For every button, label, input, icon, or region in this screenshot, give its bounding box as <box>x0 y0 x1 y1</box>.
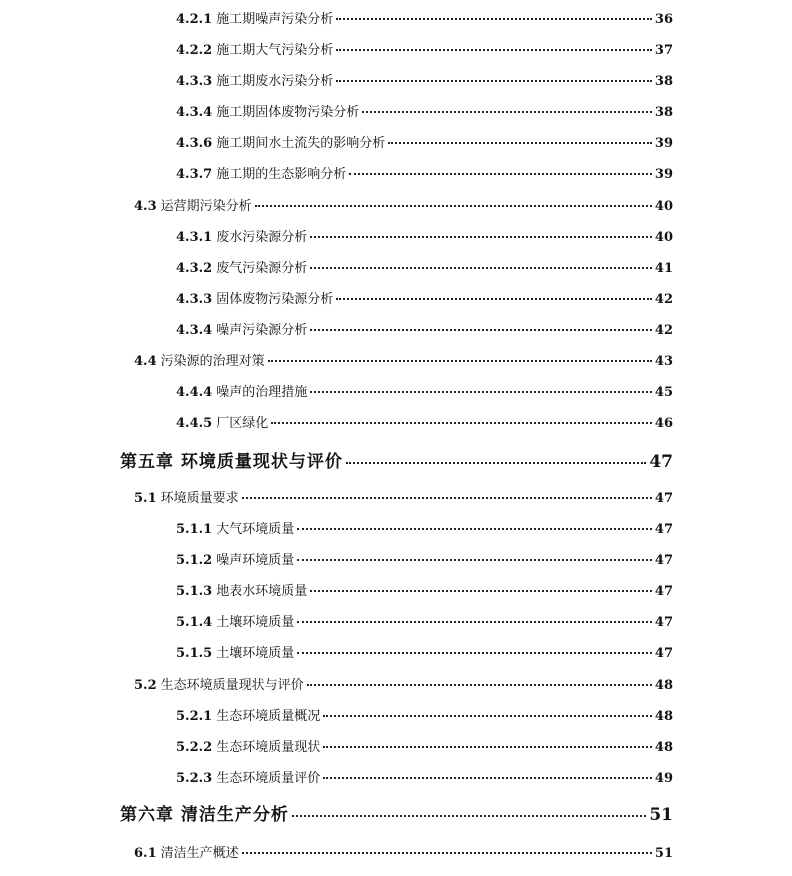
dot-leader <box>310 391 652 393</box>
entry-number: 4.4.5 <box>176 416 213 431</box>
toc-chapter-entry[interactable] <box>120 447 673 471</box>
entry-title: 第六章 清洁生产分析 <box>120 805 289 825</box>
entry-title: 施工期的生态影响分析 <box>216 167 347 182</box>
page-number: 37 <box>654 43 673 58</box>
entry-number: 6.1 <box>134 846 157 861</box>
entry-number: 4.3.4 <box>176 105 213 120</box>
dot-leader <box>292 815 646 817</box>
toc-entry[interactable] <box>176 412 673 432</box>
page-number: 39 <box>654 167 673 182</box>
page-number: 47 <box>654 615 673 630</box>
entry-number: 5.2.2 <box>176 740 213 755</box>
entry-number: 4.3.4 <box>176 323 213 338</box>
page-number: 47 <box>654 646 673 661</box>
entry-number: 4.2.1 <box>176 12 213 27</box>
entry-number: 4.3 <box>134 199 157 214</box>
entry-number: 5.2 <box>134 678 157 693</box>
entry-title: 噪声污染源分析 <box>216 323 308 338</box>
dot-leader <box>388 142 652 144</box>
toc-entry[interactable] <box>176 8 673 28</box>
entry-title: 生态环境质量现状 <box>216 740 321 755</box>
dot-leader <box>323 715 652 717</box>
entry-title: 施工期噪声污染分析 <box>216 12 334 27</box>
page-number: 46 <box>654 416 673 431</box>
toc-chapter-entry[interactable] <box>120 800 673 824</box>
dot-leader <box>336 80 652 82</box>
entry-number: 5.1.3 <box>176 584 213 599</box>
page-number: 43 <box>654 354 673 369</box>
page-number: 40 <box>654 199 673 214</box>
page-number: 48 <box>654 709 673 724</box>
dot-leader <box>297 621 652 623</box>
page-number: 40 <box>654 230 673 245</box>
entry-number: 4.3.3 <box>176 74 213 89</box>
toc-entry[interactable] <box>176 736 673 756</box>
entry-number: 5.2.3 <box>176 771 213 786</box>
entry-title: 地表水环境质量 <box>216 584 308 599</box>
entry-title: 运营期污染分析 <box>160 199 252 214</box>
page-number: 42 <box>654 323 673 338</box>
page-number: 36 <box>654 12 673 27</box>
entry-title: 施工期固体废物污染分析 <box>216 105 360 120</box>
dot-leader <box>346 462 646 464</box>
page-number: 47 <box>654 522 673 537</box>
page-number: 48 <box>654 678 673 693</box>
toc-entry[interactable] <box>134 674 673 694</box>
toc-entry[interactable] <box>176 226 673 246</box>
entry-title: 施工期大气污染分析 <box>216 43 334 58</box>
dot-leader <box>271 422 652 424</box>
page-number: 48 <box>654 740 673 755</box>
entry-title: 土壤环境质量 <box>216 646 295 661</box>
page-number: 47 <box>654 584 673 599</box>
entry-title: 噪声的治理措施 <box>216 385 308 400</box>
dot-leader <box>310 267 652 269</box>
page-number: 47 <box>649 452 673 472</box>
dot-leader <box>349 173 652 175</box>
toc-entry[interactable] <box>176 381 673 401</box>
entry-number: 5.1.1 <box>176 522 213 537</box>
toc-entry[interactable] <box>134 195 673 215</box>
entry-title: 固体废物污染源分析 <box>216 292 334 307</box>
toc-entry[interactable] <box>176 549 673 569</box>
dot-leader <box>323 746 652 748</box>
entry-number: 5.1 <box>134 491 157 506</box>
entry-title: 废水污染源分析 <box>216 230 308 245</box>
toc-entry[interactable] <box>176 163 673 183</box>
entry-number: 4.3.2 <box>176 261 213 276</box>
entry-number: 4.3.6 <box>176 136 213 151</box>
dot-leader <box>336 49 652 51</box>
dot-leader <box>297 559 652 561</box>
entry-number: 4.3.1 <box>176 230 213 245</box>
toc-entry[interactable] <box>176 611 673 631</box>
dot-leader <box>362 111 652 113</box>
entry-title: 大气环境质量 <box>216 522 295 537</box>
entry-title: 生态环境质量评价 <box>216 771 321 786</box>
entry-title: 第五章 环境质量现状与评价 <box>120 452 343 472</box>
page-number: 51 <box>654 846 673 861</box>
toc-entry[interactable] <box>134 487 673 507</box>
entry-title: 施工期废水污染分析 <box>216 74 334 89</box>
toc-entry[interactable] <box>176 288 673 308</box>
dot-leader <box>310 236 652 238</box>
entry-number: 5.2.1 <box>176 709 213 724</box>
toc-entry[interactable] <box>176 518 673 538</box>
page-number: 47 <box>654 491 673 506</box>
entry-number: 4.4 <box>134 354 157 369</box>
toc-entry[interactable] <box>176 642 673 662</box>
toc-entry[interactable] <box>176 70 673 90</box>
page-number: 42 <box>654 292 673 307</box>
page-number: 38 <box>654 74 673 89</box>
entry-number: 5.1.4 <box>176 615 213 630</box>
entry-title: 污染源的治理对策 <box>160 354 265 369</box>
entry-title: 环境质量要求 <box>160 491 239 506</box>
entry-number: 4.3.7 <box>176 167 213 182</box>
entry-title: 土壤环境质量 <box>216 615 295 630</box>
entry-number: 4.3.3 <box>176 292 213 307</box>
entry-number: 4.2.2 <box>176 43 213 58</box>
page-number: 39 <box>654 136 673 151</box>
page-number: 41 <box>654 261 673 276</box>
dot-leader <box>323 777 652 779</box>
dot-leader <box>255 205 652 207</box>
dot-leader <box>336 18 652 20</box>
entry-number: 5.1.5 <box>176 646 213 661</box>
dot-leader <box>307 684 652 686</box>
toc-entry[interactable] <box>176 767 673 787</box>
dot-leader <box>268 360 652 362</box>
toc-entry[interactable] <box>176 39 673 59</box>
toc-entry[interactable] <box>176 319 673 339</box>
entry-title: 废气污染源分析 <box>216 261 308 276</box>
dot-leader <box>310 329 652 331</box>
dot-leader <box>297 652 652 654</box>
dot-leader <box>297 528 652 530</box>
toc-entry[interactable] <box>134 350 673 370</box>
dot-leader <box>310 590 652 592</box>
toc-entry[interactable] <box>134 842 673 862</box>
toc-entry[interactable] <box>176 257 673 277</box>
entry-title: 噪声环境质量 <box>216 553 295 568</box>
entry-title: 清洁生产概述 <box>160 846 239 861</box>
dot-leader <box>242 852 652 854</box>
dot-leader <box>242 497 652 499</box>
toc-entry[interactable] <box>176 580 673 600</box>
page-number: 38 <box>654 105 673 120</box>
toc-entry[interactable] <box>176 132 673 152</box>
entry-number: 4.4.4 <box>176 385 213 400</box>
entry-number: 5.1.2 <box>176 553 213 568</box>
toc-entry[interactable] <box>176 705 673 725</box>
entry-title: 施工期间水土流失的影响分析 <box>216 136 386 151</box>
dot-leader <box>336 298 652 300</box>
toc-entry[interactable] <box>176 101 673 121</box>
entry-title: 生态环境质量现状与评价 <box>160 678 304 693</box>
entry-title: 生态环境质量概况 <box>216 709 321 724</box>
page-number: 51 <box>649 805 673 825</box>
page-number: 47 <box>654 553 673 568</box>
page-number: 45 <box>654 385 673 400</box>
page-number: 49 <box>654 771 673 786</box>
entry-title: 厂区绿化 <box>216 416 269 431</box>
